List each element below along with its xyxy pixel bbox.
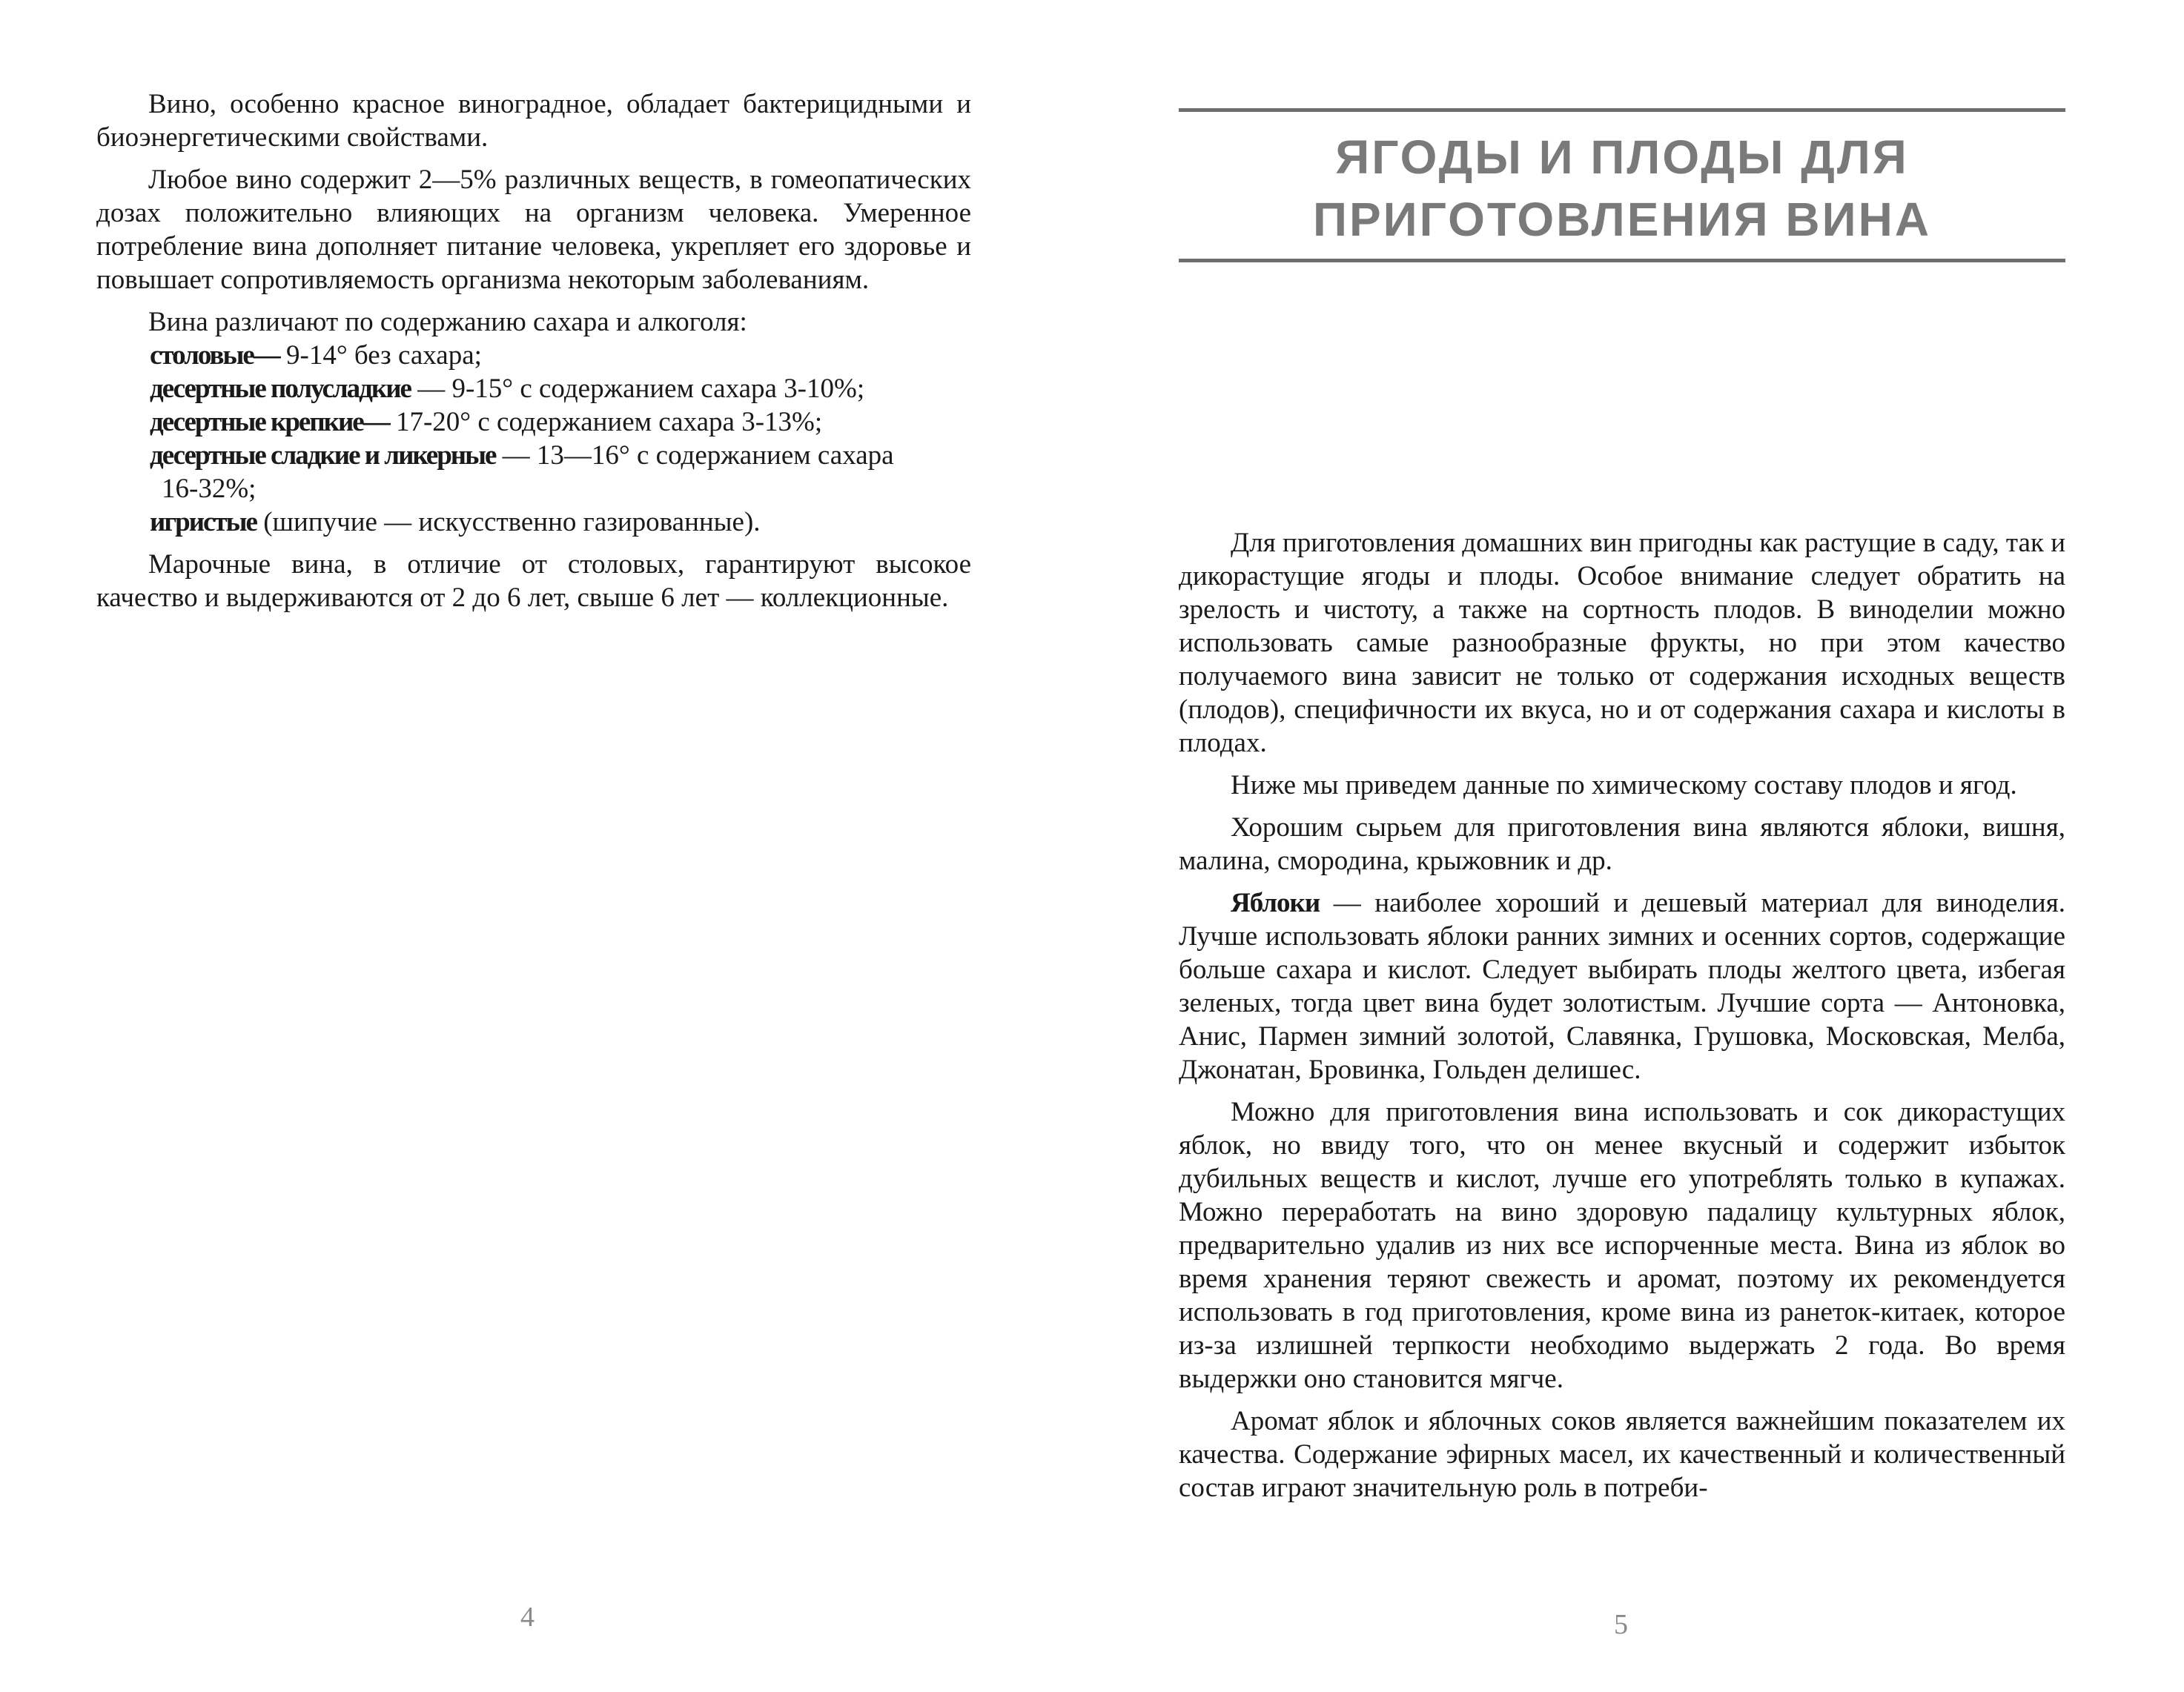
wine-type-desc: 9-14° без сахара;	[279, 340, 482, 371]
paragraph-text: — наиболее хороший и дешевый материал для виноделия. Лучше использовать яблоки ранних зимних и осенних сортов, содержащие больше сахара и кислот. Следует выбирать плоды желтого цвета, избегая зеленых, тогда цвет вина будет золотистым. Лучшие сорта — Антоновка, Анис, Пармен зимний золотой, Славянка, Грушовка, Московская, Мелба, Джонатан, Бровинка, Гольден делишес.	[1179, 888, 2065, 1085]
wine-type-desc-continued: 16-32%;	[162, 474, 257, 504]
wine-type-item	[96, 439, 971, 505]
paragraph-term: Яблоки	[1231, 888, 1320, 918]
wine-type-desc: (шипучие — искусственно газированные).	[256, 507, 761, 537]
wine-type-desc: — 9-15° с содержанием сахара 3-10%;	[410, 374, 865, 404]
wine-type-term: игристые	[150, 507, 257, 537]
heading-rule-bottom	[1179, 259, 2065, 262]
wine-type-item	[96, 339, 971, 372]
chapter-heading	[1179, 126, 2065, 251]
wine-type-item	[96, 405, 971, 439]
wine-type-item	[96, 372, 971, 405]
page-number: 5	[1614, 1609, 1628, 1640]
paragraph: Аромат яблок и яблочных соков является важнейшим показателем их качества. Содержание эфирных масел, их качественный и количественный состав играют значительную роль в потреби-	[1179, 1406, 2065, 1503]
paragraph: Марочные вина, в отличие от столовых, гарантируют высокое качество и выдерживаются от 2 до 6 лет, свыше 6 лет — коллекционные.	[96, 549, 971, 613]
paragraph: Вино, особенно красное виноградное, обладает бактерицидными и биоэнергетическими свойствами.	[96, 89, 971, 153]
left-page-text	[96, 87, 971, 623]
paragraph: Можно для приготовления вина использовать и сок дикорастущих яблок, но ввиду того, что он менее вкусный и содержит избыток дубильных веществ и кислот, лучше его употреблять только в купажах. Можно переработать на вино здоровую падалицу культурных яблок, предварительно удалив из них все испорченные места. Вина из яблок во время хранения теряют свежесть и аромат, поэтому их рекомендуется использовать в год приготовления, кроме вина из ранеток-китаек, которое из-за излишней терпкости необходимо выдержать 2 года. Во время выдержки оно становится мягче.	[1179, 1097, 2065, 1394]
wine-type-term: столовые—	[150, 340, 279, 371]
heading-rule-top	[1179, 108, 2065, 112]
right-page	[1179, 0, 2068, 1692]
chapter-heading-line: ПРИГОТОВЛЕНИЯ ВИНА	[1312, 193, 1932, 246]
wine-type-term: десертные крепкие—	[150, 407, 389, 437]
left-page	[96, 0, 971, 1692]
right-page-text	[1179, 526, 2065, 1513]
wine-type-desc: — 13—16° с содержанием сахара	[495, 440, 894, 471]
wine-type-term: десертные полусладкие	[150, 374, 411, 404]
paragraph	[1179, 886, 2065, 1086]
wine-type-term: десертные сладкие и ликерные	[150, 440, 496, 471]
paragraph: Ниже мы приведем данные по химическому составу плодов и ягод.	[1231, 770, 2017, 800]
wine-type-item	[96, 505, 971, 539]
paragraph: Вина различают по содержанию сахара и алкоголя:	[148, 307, 747, 337]
chapter-heading-line: ЯГОДЫ И ПЛОДЫ ДЛЯ	[1335, 130, 1909, 184]
paragraph: Хорошим сырьем для приготовления вина являются яблоки, вишня, малина, смородина, крыжовник и др.	[1179, 812, 2065, 876]
page-number: 4	[520, 1602, 535, 1633]
paragraph: Любое вино содержит 2—5% различных веществ, в гомеопатических дозах положительно влияющих на организм человека. Умеренное потребление вина дополняет питание человека, укрепляет его здоровье и повышает сопротивляемость организма некоторым заболеваниям.	[96, 165, 971, 295]
wine-type-desc: 17-20° с содержанием сахара 3-13%;	[388, 407, 823, 437]
paragraph: Для приготовления домашних вин пригодны как растущие в саду, так и дикорастущие ягоды и плоды. Особое внимание следует обратить на зрелость и чистоту, а также на сортность плодов. В виноделии можно использовать самые разнообразные фрукты, но при этом качество получаемого вина зависит не только от содержания исходных веществ (плодов), специфичности их вкуса, но и от содержания сахара и кислоты в плодах.	[1179, 528, 2065, 758]
